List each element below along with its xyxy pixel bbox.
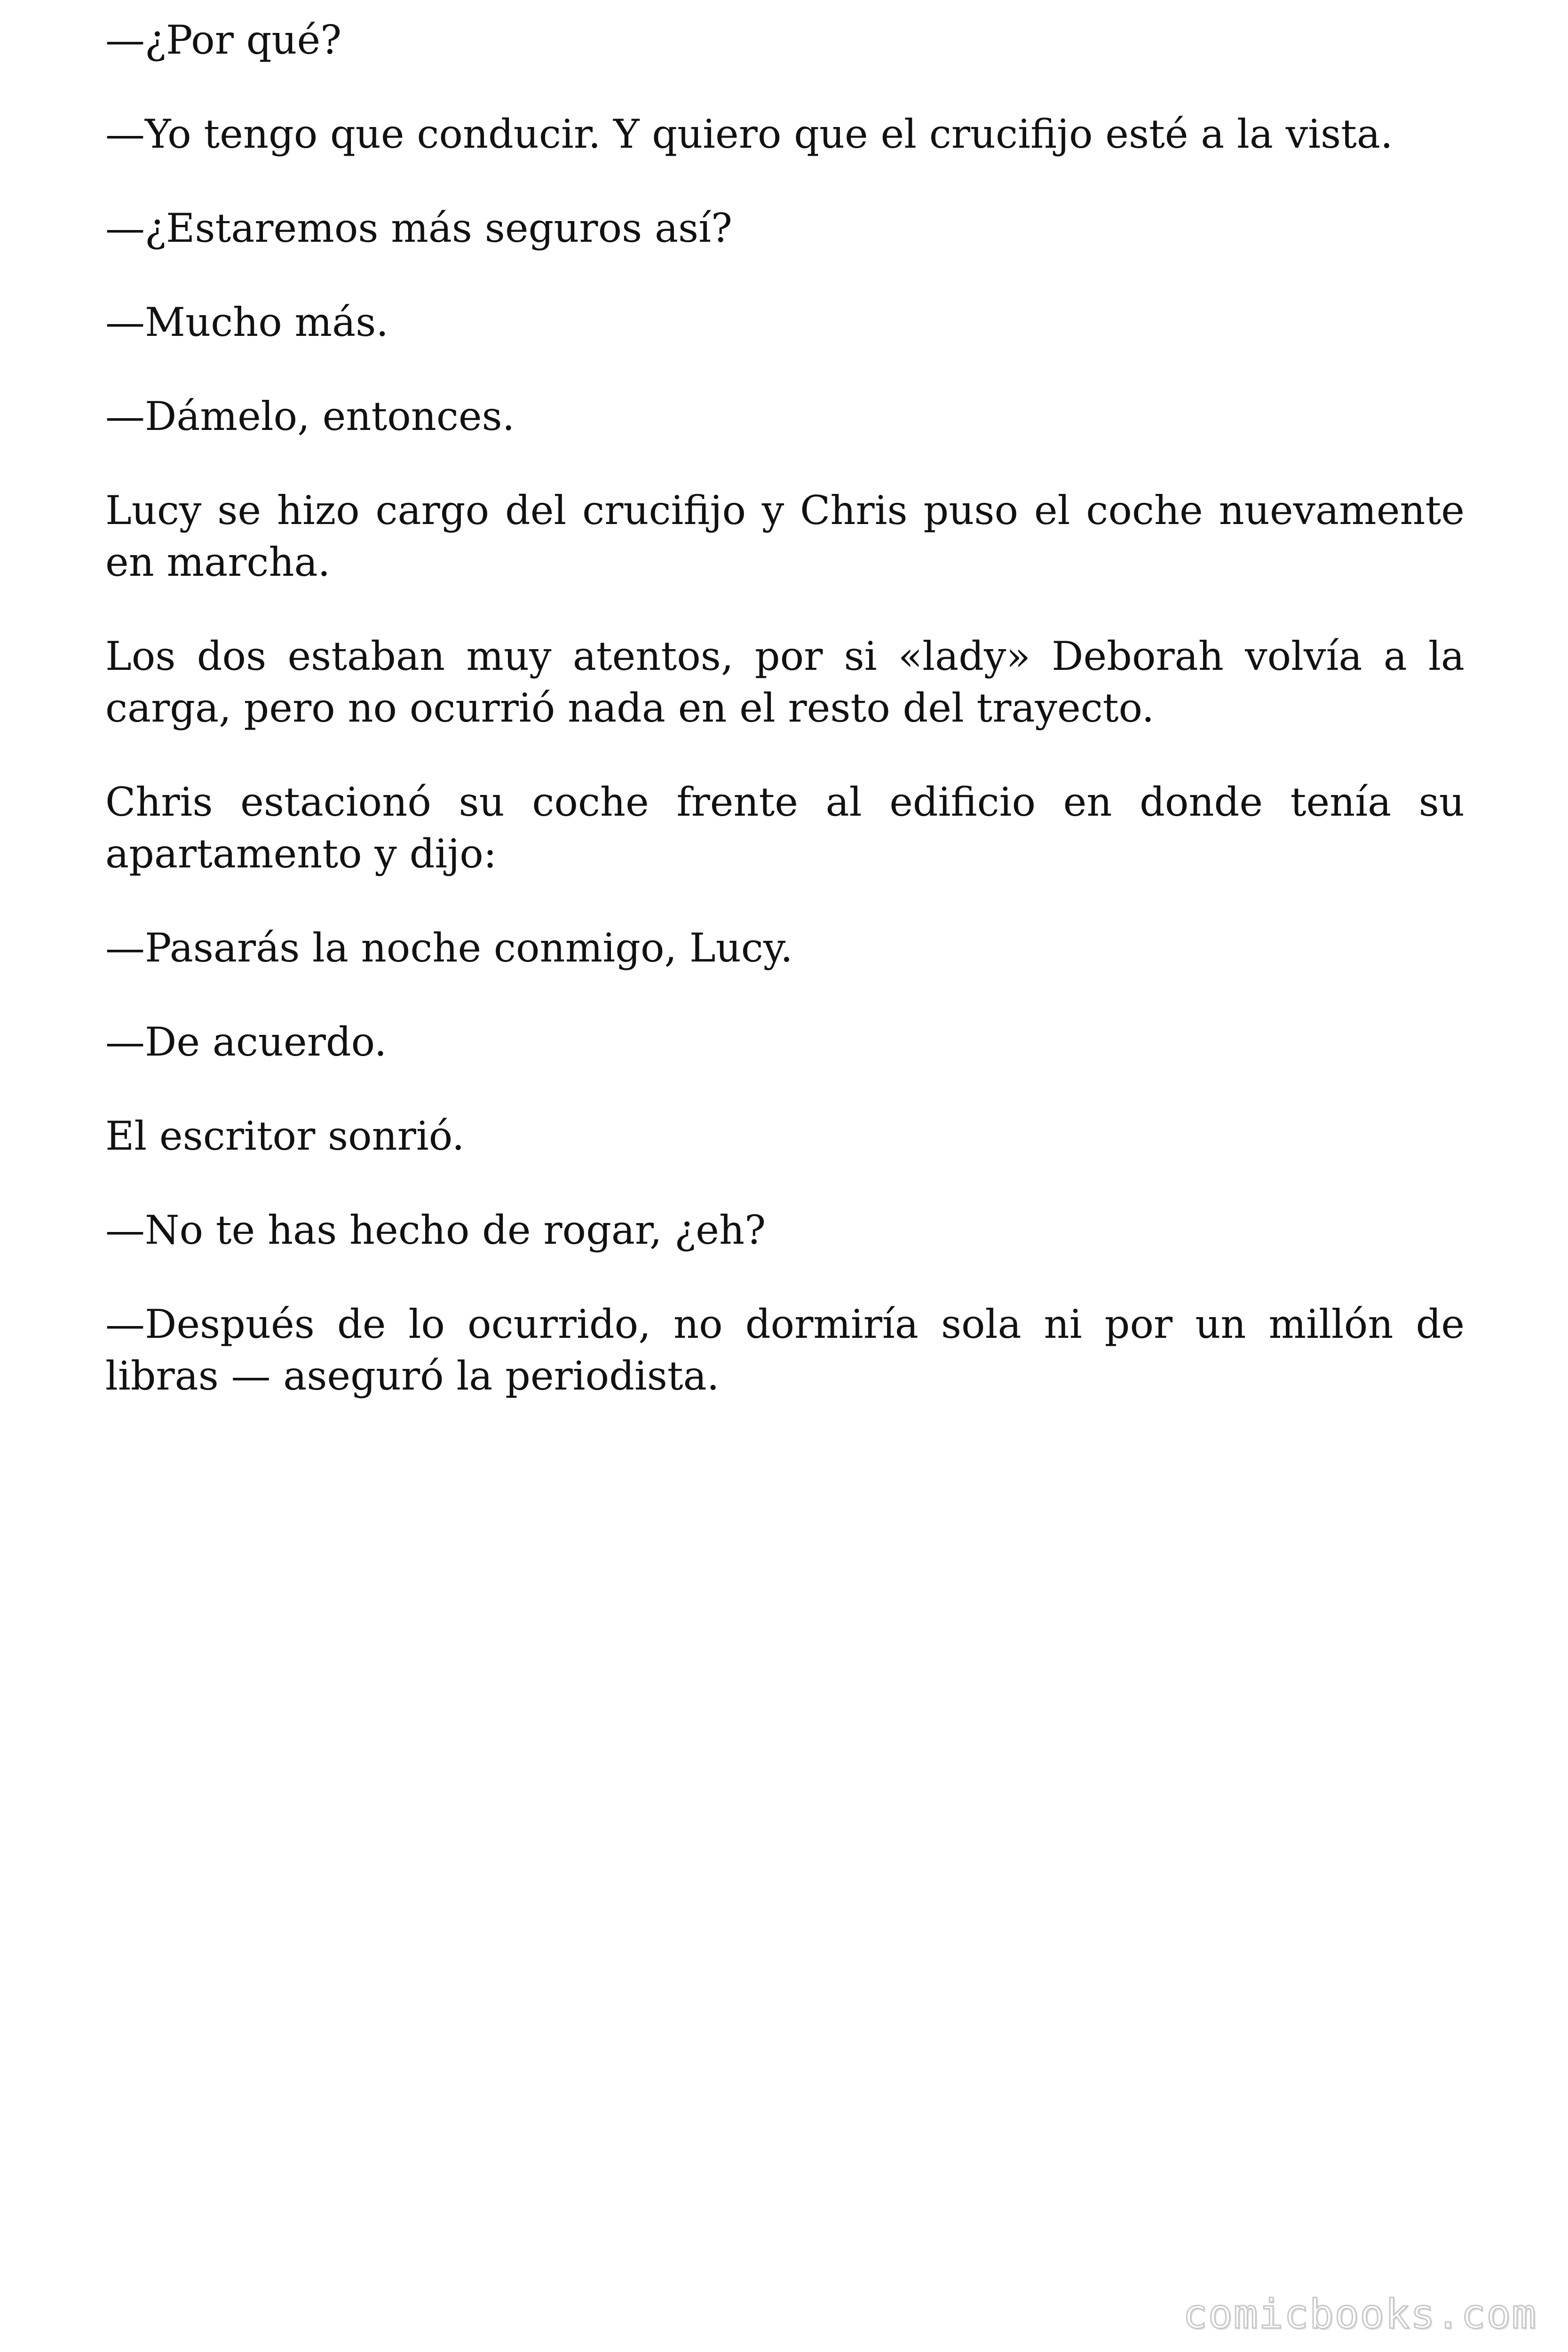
paragraph: —Yo tengo que conducir. Y quiero que el crucifijo esté a la vista. — [105, 111, 1393, 157]
paragraph: —No te has hecho de rogar, ¿eh? — [105, 1207, 766, 1253]
paragraph: —¿Estaremos más seguros así? — [105, 205, 733, 251]
paragraph: —Después de lo ocurrido, no dormiría sola ni por un millón de libras — aseguró la periodista. — [105, 1301, 1465, 1399]
site-watermark: comicbooks.com — [1183, 2291, 1537, 2338]
paragraph: —De acuerdo. — [105, 1019, 387, 1065]
paragraph: —Dámelo, entonces. — [105, 393, 515, 439]
paragraph: —¿Por qué? — [105, 17, 342, 63]
paragraph: El escritor sonrió. — [105, 1113, 465, 1159]
paragraph: —Pasarás la noche conmigo, Lucy. — [105, 925, 793, 971]
paragraph: Chris estacionó su coche frente al edificio en donde tenía su apartamento y dijo: — [105, 779, 1465, 877]
paragraph: —Mucho más. — [105, 299, 389, 345]
page-text-body — [105, 14, 1465, 1444]
paragraph: Los dos estaban muy atentos, por si «lady» Deborah volvía a la carga, pero no ocurrió nada en el resto del trayecto. — [105, 633, 1465, 731]
paragraph: Lucy se hizo cargo del crucifijo y Chris puso el coche nuevamente en marcha. — [105, 487, 1465, 585]
